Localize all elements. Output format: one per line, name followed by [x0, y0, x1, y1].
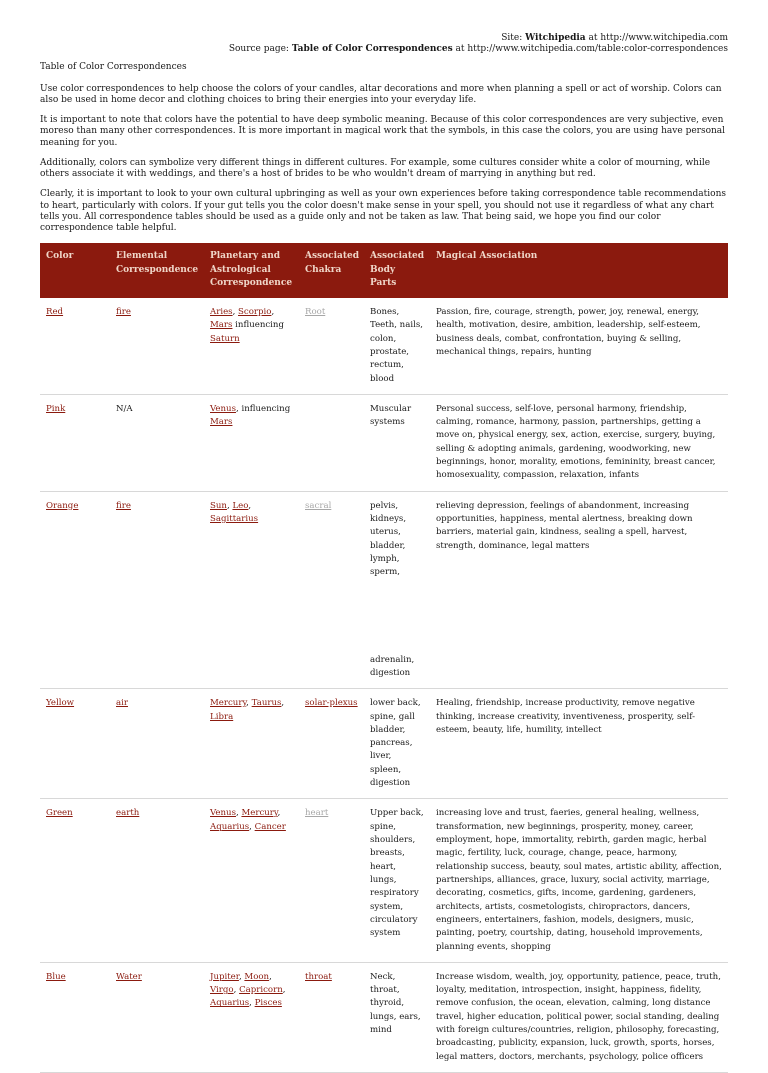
- site-label: Site:: [501, 33, 526, 43]
- color-link-green[interactable]: Green: [46, 808, 73, 819]
- page-title: Table of Color Correspondences: [40, 62, 187, 72]
- intro-paragraph-2: It is important to note that colors have the potential to have deep symbolic meaning. Because of this color correspondences are very subjective, even moreso than many other correspondences. It is more important in magical work that the symbols, in this case the colors, you are using have personal meaning for you.: [40, 115, 726, 148]
- color-link-yellow[interactable]: Yellow: [46, 698, 75, 709]
- site-url: at http://www.witchipedia.com: [585, 33, 728, 43]
- planet-link[interactable]: Saturn: [210, 333, 240, 344]
- planet-link[interactable]: Mars: [210, 320, 233, 331]
- table-row: [40, 799, 728, 962]
- table-row: [40, 962, 728, 1072]
- chakra-link[interactable]: heart: [305, 808, 329, 819]
- chakra-link[interactable]: throat: [305, 971, 332, 982]
- element-link[interactable]: air: [116, 698, 128, 709]
- source-url: at http://www.witchipedia.com/table:color-correspondences: [452, 44, 728, 55]
- header-color: Color: [40, 243, 110, 298]
- color-link-blue[interactable]: Blue: [46, 971, 66, 982]
- planetary-cell: Sun, Leo, Sagittarius: [204, 491, 299, 689]
- chakra-link[interactable]: sacral: [305, 500, 332, 511]
- site-line: [229, 33, 728, 44]
- body-parts-cell: Bones, Teeth, nails, colon, prostate, rectum, blood: [364, 298, 430, 394]
- element-link[interactable]: earth: [116, 808, 140, 819]
- header-element: Elemental Correspondence: [110, 243, 204, 298]
- header-magical-association: Magical Association: [430, 243, 728, 298]
- table-row: [40, 298, 728, 394]
- header-chakra: Associated Chakra: [299, 243, 364, 298]
- element-text: N/A: [110, 394, 204, 491]
- chakra-link[interactable]: solar-plexus: [305, 698, 358, 709]
- planetary-cell: Venus, Mercury, Aquarius, Cancer: [204, 799, 299, 962]
- planet-link[interactable]: Moon: [244, 971, 270, 982]
- magical-association-cell: Increase wisdom, wealth, joy, opportunity, patience, peace, truth, loyalty, meditation, introspection, insight, happiness, fidelity, remove confusion, the ocean, elevation, calming, long distance travel, higher education, political power, social standing, dealing with foreign cultures/countries, religion, philosophy, forecasting, broadcasting, publicity, expansion, luck, growth, sports, horses, legal matters, doctors, merchants, psychology, police officers: [430, 962, 728, 1072]
- page-content: [40, 62, 728, 1073]
- table-row: [40, 689, 728, 799]
- magical-association-cell: Healing, friendship, increase productivity, remove negative thinking, increase creativity, inventiveness, prosperity, self-esteem, beauty, life, humility, intellect: [430, 689, 728, 799]
- planet-link[interactable]: Capricorn: [239, 985, 283, 996]
- planet-link[interactable]: Venus: [210, 808, 236, 819]
- planet-link[interactable]: Mars: [210, 417, 233, 428]
- color-link-pink[interactable]: Pink: [46, 403, 66, 414]
- magical-association-cell: Personal success, self-love, personal harmony, friendship, calming, romance, harmony, passion, partnerships, getting a move on, physical energy, sex, action, exercise, surgery, buying, selling & adopting animals, gardening, woodworking, new beginnings, honor, morality, emotions, femininity, breast cancer, homosexuality, compassion, relaxation, infants: [430, 394, 728, 491]
- element-link[interactable]: fire: [116, 306, 131, 317]
- body-parts-cell: Neck, throat, thyroid, lungs, ears, mind: [364, 962, 430, 1072]
- planetary-cell: Mercury, Taurus, Libra: [204, 689, 299, 799]
- planet-link[interactable]: Libra: [210, 711, 234, 722]
- site-name: Witchipedia: [525, 33, 586, 43]
- planetary-cell: Aries, Scorpio, Mars influencing Saturn: [204, 298, 299, 394]
- planet-link[interactable]: Virgo: [210, 985, 234, 996]
- planet-link[interactable]: Aquarius: [210, 821, 250, 832]
- planetary-cell: Venus, influencing Mars: [204, 394, 299, 491]
- body-parts-cell: pelvis, kidneys, uterus, bladder, lymph, sperm, adrenalin, digestion: [364, 491, 430, 689]
- intro-paragraph-3: Additionally, colors can symbolize very different things in different cultures. For example, some cultures consider white a color of mourning, while others associate it with weddings, and there's a host of brides to be who wouldn't dream of marrying in anything but red.: [40, 157, 711, 180]
- planet-link[interactable]: Pisces: [254, 998, 282, 1009]
- color-link-orange[interactable]: Orange: [46, 500, 79, 511]
- magical-association-cell: relieving depression, feelings of abandonment, increasing opportunities, happiness, mental alertness, breaking down barriers, material gain, kindness, sealing a spell, harvest, strength, dominance, legal matters: [430, 491, 728, 689]
- planet-link[interactable]: Sagittarius: [210, 514, 259, 524]
- source-line: [229, 44, 728, 55]
- chakra-link[interactable]: Root: [305, 306, 326, 317]
- body-parts-cell: Muscular systems: [364, 394, 430, 491]
- table-header-row: [40, 243, 728, 298]
- planet-link[interactable]: Taurus: [251, 698, 282, 709]
- chakra-cell: [299, 394, 364, 491]
- body-parts-cell: Upper back, spine, shoulders, breasts, heart, lungs, respiratory system, circulatory system: [364, 799, 430, 962]
- planet-link[interactable]: Scorpio: [238, 306, 272, 317]
- planet-link[interactable]: Cancer: [254, 821, 286, 832]
- header-body-parts: Associated Body Parts: [364, 243, 430, 298]
- planet-link[interactable]: Mercury: [241, 808, 278, 819]
- element-link[interactable]: fire: [116, 500, 131, 511]
- magical-association-cell: Passion, fire, courage, strength, power, joy, renewal, energy, health, motivation, desire, ambition, leadership, self-esteem, business deals, combat, confrontation, buying & selling, mechanical things, repairs, hunting: [430, 298, 728, 394]
- planet-link[interactable]: Aries: [210, 306, 233, 317]
- source-header: [229, 33, 728, 56]
- magical-association-cell: increasing love and trust, faeries, general healing, wellness, transformation, new beginnings, prosperity, money, career, employment, hope, immortality, rebirth, garden magic, herbal magic, fertility, luck, courage, change, peace, harmony, relationship success, beauty, soul mates, artistic ability, affection, partnerships, alliances, grace, luxury, social activity, marriage, decorating, cosmetics, gifts, income, gardening, gardeners, architects, artists, cosmetologists, chiropractors, dancers, engineers, entertainers, fashion, models, designers, music, painting, poetry, courtship, dating, household improvements, planning events, shopping: [430, 799, 728, 962]
- intro-paragraph-4: Clearly, it is important to look to your own cultural upbringing as well as your own experiences before taking correspondence table recommendations to heart, particularly with colors. If your gut tells you the color doesn't make sense in your spell, you should not use it regardless of what any chart tells you. All correspondence tables should be used as a guide only and not be taken as law. That being said, we hope you find our color correspondence table helpful.: [40, 189, 726, 234]
- planet-link[interactable]: Jupiter: [210, 971, 239, 982]
- planet-link[interactable]: Venus: [210, 403, 236, 414]
- table-row: [40, 394, 728, 491]
- source-title: Table of Color Correspondences: [291, 44, 453, 55]
- table-row: [40, 491, 728, 689]
- intro-paragraph-1: Use color correspondences to help choose the colors of your candles, altar decorations and more when planning a spell or act of worship. Colors can also be used in home decor and clothing choices to bring their energies into your everyday life.: [40, 83, 722, 105]
- color-link-red[interactable]: Red: [46, 306, 64, 317]
- element-link[interactable]: Water: [116, 971, 142, 982]
- planet-link[interactable]: Sun: [210, 500, 227, 511]
- body-parts-cell: lower back, spine, gall bladder, pancreas, liver, spleen, digestion: [364, 689, 430, 799]
- planet-link[interactable]: Aquarius: [210, 998, 250, 1009]
- planetary-cell: Jupiter, Moon, Virgo, Capricorn, Aquarius, Pisces: [204, 962, 299, 1072]
- planet-link[interactable]: Leo: [232, 500, 249, 511]
- source-label: Source page:: [228, 44, 292, 55]
- color-correspondence-table: [40, 243, 728, 1073]
- planet-link[interactable]: Mercury: [210, 698, 247, 709]
- header-planetary: Planetary and Astrological Correspondence: [204, 243, 299, 298]
